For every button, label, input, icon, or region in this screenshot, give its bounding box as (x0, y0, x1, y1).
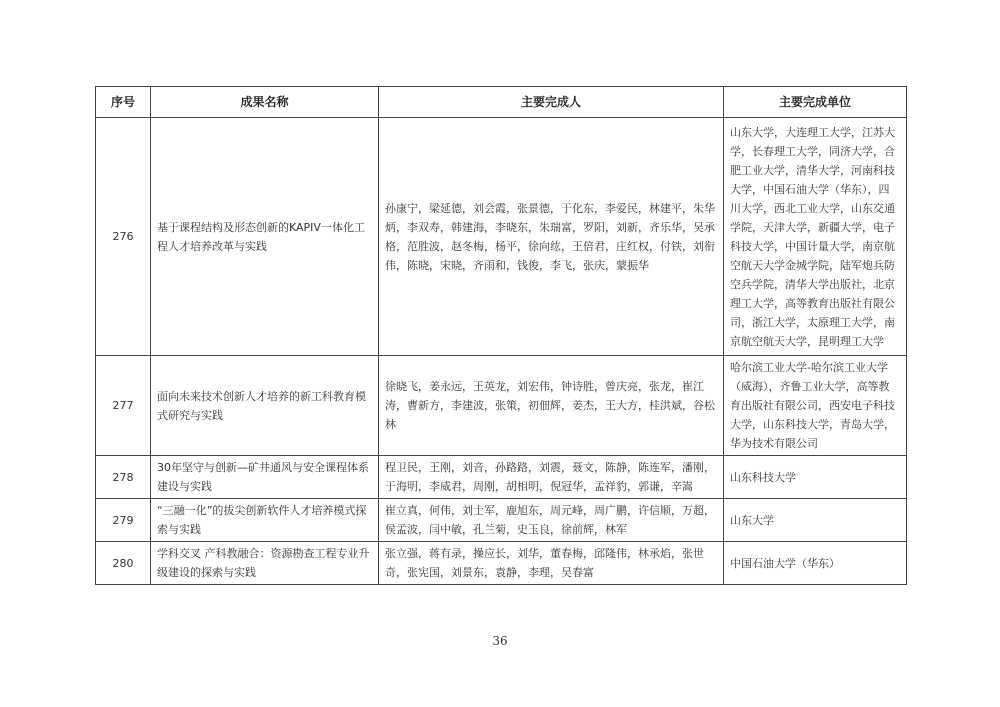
table-row (96, 456, 907, 499)
row-serial: 279 (96, 499, 151, 542)
row-serial: 280 (96, 542, 151, 585)
page-number: 36 (492, 634, 508, 648)
row-achievement-name: 面向未来技术创新人才培养的新工科教育模式研究与实践 (151, 356, 379, 456)
row-main-units: 山东科技大学 (724, 456, 907, 499)
table-header-row (96, 87, 907, 118)
row-main-completers: 崔立真，何伟，刘士军，鹿旭东，周元峰，周广鹏，许信顺，万超，侯孟波，闫中敏，孔兰菊，史玉良，徐前辉，林军 (379, 499, 724, 542)
row-serial: 277 (96, 356, 151, 456)
row-main-completers: 徐晓飞，姜永远，王英龙，刘宏伟，钟诗胜，曾庆亮，张龙，崔江涛，曹新方，李建波，张策，初佃辉，姜杰，王大方，桂洪斌，谷松林 (379, 356, 724, 456)
row-achievement-name: 30年坚守与创新—矿井通风与安全课程体系建设与实践 (151, 456, 379, 499)
header-main-completers: 主要完成人 (379, 87, 724, 118)
row-main-completers: 张立强，蒋有录，操应长，刘华，董春梅，邱隆伟，林承焰，张世奇，张宪国，刘景东，袁静，李理，吴春富 (379, 542, 724, 585)
row-achievement-name: 学科交叉 产科教融合：资源勘查工程专业升级建设的探索与实践 (151, 542, 379, 585)
header-achievement-name: 成果名称 (151, 87, 379, 118)
table-row (96, 542, 907, 585)
row-serial: 278 (96, 456, 151, 499)
table-row (96, 356, 907, 456)
row-main-completers: 孙康宁，梁延德，刘会霞，张景德，于化东，李爱民，林建平，朱华炳，李双寿，韩建海，李晓东，朱瑞富，罗阳，刘新，齐乐华，吴承格，范胜波，赵冬梅，杨平，徐向纮，王倍君，庄红权，付铁，刘衔伟，陈晓，宋晓，齐雨和，钱俊，李飞，张庆，蒙振华 (379, 118, 724, 356)
row-serial: 276 (96, 118, 151, 356)
row-achievement-name: “三融一化”的拔尖创新软件人才培养模式探索与实践 (151, 499, 379, 542)
table-row (96, 118, 907, 356)
row-main-units: 哈尔滨工业大学-哈尔滨工业大学（威海），齐鲁工业大学，高等教育出版社有限公司，西安电子科技大学，山东科技大学，青岛大学，华为技术有限公司 (724, 356, 907, 456)
header-main-units: 主要完成单位 (724, 87, 907, 118)
achievements-table (95, 86, 907, 585)
row-main-units: 山东大学 (724, 499, 907, 542)
row-achievement-name: 基于课程结构及形态创新的KAPIV一体化工程人才培养改革与实践 (151, 118, 379, 356)
header-serial: 序号 (96, 87, 151, 118)
row-main-units: 山东大学，大连理工大学，江苏大学，长春理工大学，同济大学，合肥工业大学，清华大学，河南科技大学，中国石油大学（华东），四川大学，西北工业大学，山东交通学院，天津大学，新疆大学，电子科技大学，中国计量大学，南京航空航天大学金城学院，陆军炮兵防空兵学院，清华大学出版社，北京理工大学，高等教育出版社有限公司，浙江大学，太原理工大学，南京航空航天大学，昆明理工大学 (724, 118, 907, 356)
row-main-completers: 程卫民，王刚，刘音，孙路路，刘震，聂文，陈静，陈连军，潘刚，于海明，李威君，周刚，胡相明，倪冠华，孟祥豹，郭谦，辛嵩 (379, 456, 724, 499)
row-main-units: 中国石油大学（华东） (724, 542, 907, 585)
table-row (96, 499, 907, 542)
